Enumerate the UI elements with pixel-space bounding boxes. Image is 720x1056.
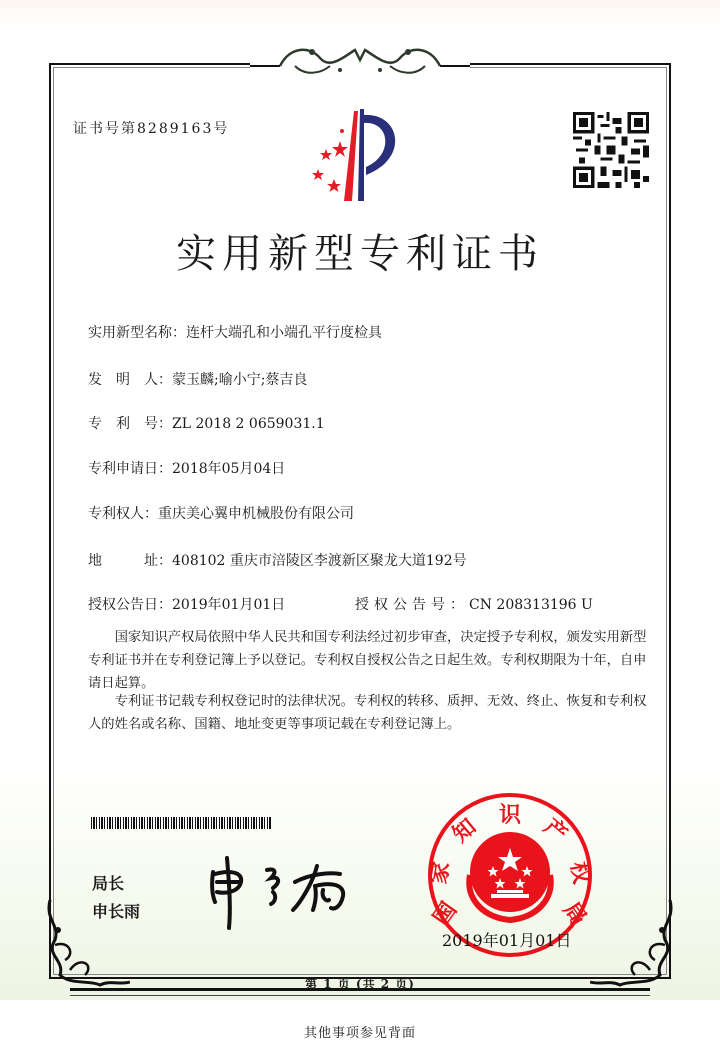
director-block: [92, 870, 140, 926]
field-value: 重庆美心翼申机械股份有限公司: [158, 506, 354, 522]
svg-text:家: 家: [426, 859, 455, 886]
field-value: 蒙玉麟;喻小宁;蔡吉良: [172, 372, 308, 388]
patentee-field: [88, 503, 354, 523]
director-title: 局长: [92, 874, 125, 893]
field-label: 实用新型名称：: [88, 325, 186, 341]
field-label: 专利权人：: [88, 506, 158, 522]
seal-date: 2019年01月01日: [442, 931, 572, 950]
field-value: 连杆大端孔和小端孔平行度检具: [186, 325, 382, 341]
svg-text:国: 国: [429, 898, 463, 931]
field-value: ZL 2018 2 0659031.1: [172, 416, 325, 432]
field-value: CN 208313196 U: [469, 597, 593, 613]
top-scroll-ornament-icon: [250, 36, 470, 80]
field-label: 发 明 人：: [88, 372, 172, 388]
svg-text:产: 产: [538, 814, 572, 848]
application-date-field: [88, 458, 285, 478]
certificate-title: 实用新型专利证书: [176, 231, 544, 277]
field-value: 2018年05月04日: [172, 461, 286, 477]
field-label: 专 利 号：: [88, 416, 172, 432]
director-signature-icon: [205, 852, 355, 932]
grant-announcement-number-field: [355, 594, 593, 614]
director-name: 申长雨: [92, 902, 141, 921]
legal-status-paragraph: 专利证书记载专利权登记时的法律状况。专利权的转移、质押、无效、终止、恢复和专利权人的姓名或名称、国籍、地址变更等事项记载在专利登记簿上。: [88, 694, 647, 732]
svg-text:局: 局: [557, 898, 591, 931]
patent-number-field: [88, 413, 325, 433]
page-indicator: 第 1 页 (共 2 页): [305, 977, 415, 991]
field-label: 专利申请日：: [88, 461, 172, 477]
field-label: 地 址：: [88, 553, 172, 569]
certificate-number: 证书号第8289163号: [73, 121, 230, 137]
qr-code-icon: [573, 112, 649, 188]
back-side-note: 其他事项参见背面: [303, 1026, 416, 1041]
field-label: 授权公告日：: [88, 597, 172, 613]
grant-announcement-date-field: [88, 594, 285, 614]
address-field: [88, 550, 467, 570]
inventors-field: [88, 369, 307, 389]
utility-model-name-field: [88, 322, 382, 342]
svg-text:知: 知: [448, 814, 482, 848]
field-value: 2019年01月01日: [172, 597, 286, 613]
cnipa-logo-icon: [300, 103, 420, 203]
svg-text:识: 识: [498, 803, 522, 828]
field-value: 408102 重庆市涪陵区李渡新区聚龙大道192号: [172, 553, 467, 569]
barcode: [91, 817, 271, 829]
svg-text:权: 权: [565, 859, 594, 886]
grant-statement-paragraph: 国家知识产权局依照中华人民共和国专利法经过初步审查，决定授予专利权，颁发实用新型专利证书并在专利登记簿上予以登记。专利权自授权公告之日起生效。专利权期限为十年，自申请日起算。: [88, 630, 647, 691]
field-label: 授权公告号：: [355, 597, 469, 613]
